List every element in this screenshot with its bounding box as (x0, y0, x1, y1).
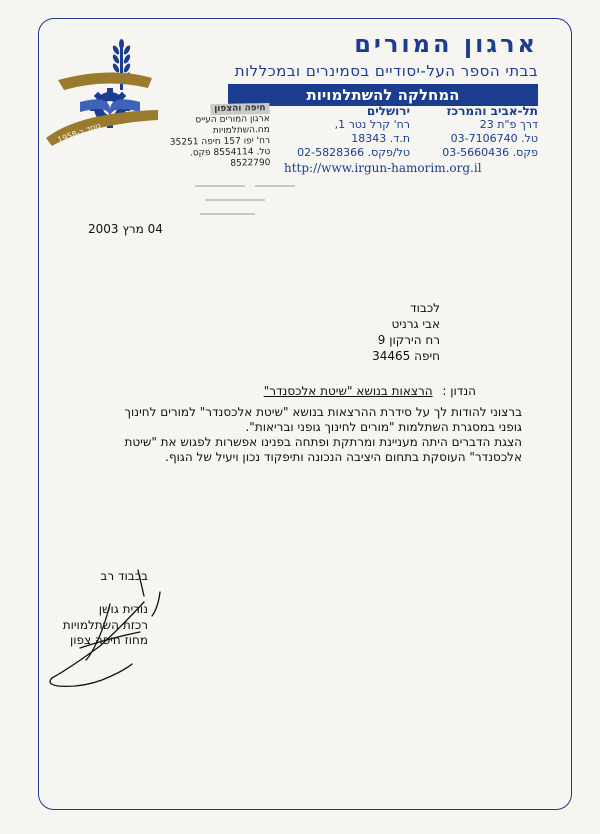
office-phone: טל. 03-7106740 (450, 132, 538, 145)
show-through-marks (185, 178, 305, 230)
website-link[interactable]: http://www.irgun-hamorim.org.il (284, 161, 482, 175)
office-address: רח' קרל נטר 1, (334, 118, 410, 131)
office-name: חיפה והצפון (210, 103, 270, 115)
addressee-block (372, 300, 440, 364)
office-jerusalem (290, 104, 410, 160)
office-pobox: ת.ד. 18343 (351, 132, 410, 145)
signatory-name: נורית גושן (98, 602, 148, 616)
stamp-line: ארגון המורים העייס מח.השתלמויות (195, 114, 270, 137)
recipient-city: חיפה 34465 (372, 349, 440, 363)
office-phone-fax: טל/פקס. 02-5828366 (297, 146, 410, 159)
stamp-line: טל. 8554114 פקס. 8522790 (189, 147, 271, 169)
recipient-street: רח הירקון 9 (377, 333, 440, 347)
signatory-title: רכזת השתלמויות (62, 617, 148, 632)
office-fax: פקס. 03-5660436 (442, 146, 538, 159)
signatory-district: מחוז חיפה צפון (69, 633, 148, 647)
office-address: דרך פ"ת 23 (479, 118, 538, 131)
salutation: לכבוד (410, 301, 440, 315)
subject-line (264, 384, 476, 398)
recipient-name: אבי גרניט (391, 317, 440, 331)
organization-subtitle: בבתי הספר העל-יסודיים בסמינרים ובמכללות (234, 62, 538, 80)
office-name: תל-אביב והמרכז (446, 104, 538, 118)
organization-logo (40, 38, 165, 148)
organization-name: ארגון המורים (354, 30, 538, 58)
closing: בכבוד רב (100, 569, 148, 583)
office-haifa-stamp (159, 103, 270, 171)
stamp-line: רח' יפו 157 חיפה 35251 (169, 136, 271, 148)
office-tel-aviv (418, 104, 538, 160)
body-line: ברצוני להודות לך על סידרת ההרצאות בנושא "שיטת אלכסנדר" למורים לחינוך (124, 405, 522, 419)
body-line: אלכסנדר" העוסקת בתחום היציבה הנכונה ותיפקוד נכון ויעיל של הגוף. (165, 450, 522, 464)
department-banner: המחלקה להשתלמויות (228, 84, 538, 106)
office-name: ירושלים (366, 104, 410, 118)
ribbon-shape (58, 72, 152, 90)
handwritten-signature (40, 568, 170, 698)
body-line: גופני במסגרת השתלמות "מורים לחינוך גופני ובריאות". (245, 420, 522, 434)
body-line: הצגת הדברים היתה מעניינת ומרתקת ופתחה בפנינו אפשרות לפגוש את "שיטת (124, 435, 522, 449)
letter-body (82, 405, 522, 465)
subject-text: הרצאות בנושא "שיטת אלכסנדר" (263, 384, 433, 398)
subject-label: הנדון : (442, 384, 476, 398)
logo-caption: נוסד ב-1958 (56, 120, 102, 145)
letter-date: 04 מרץ 2003 (88, 222, 163, 236)
